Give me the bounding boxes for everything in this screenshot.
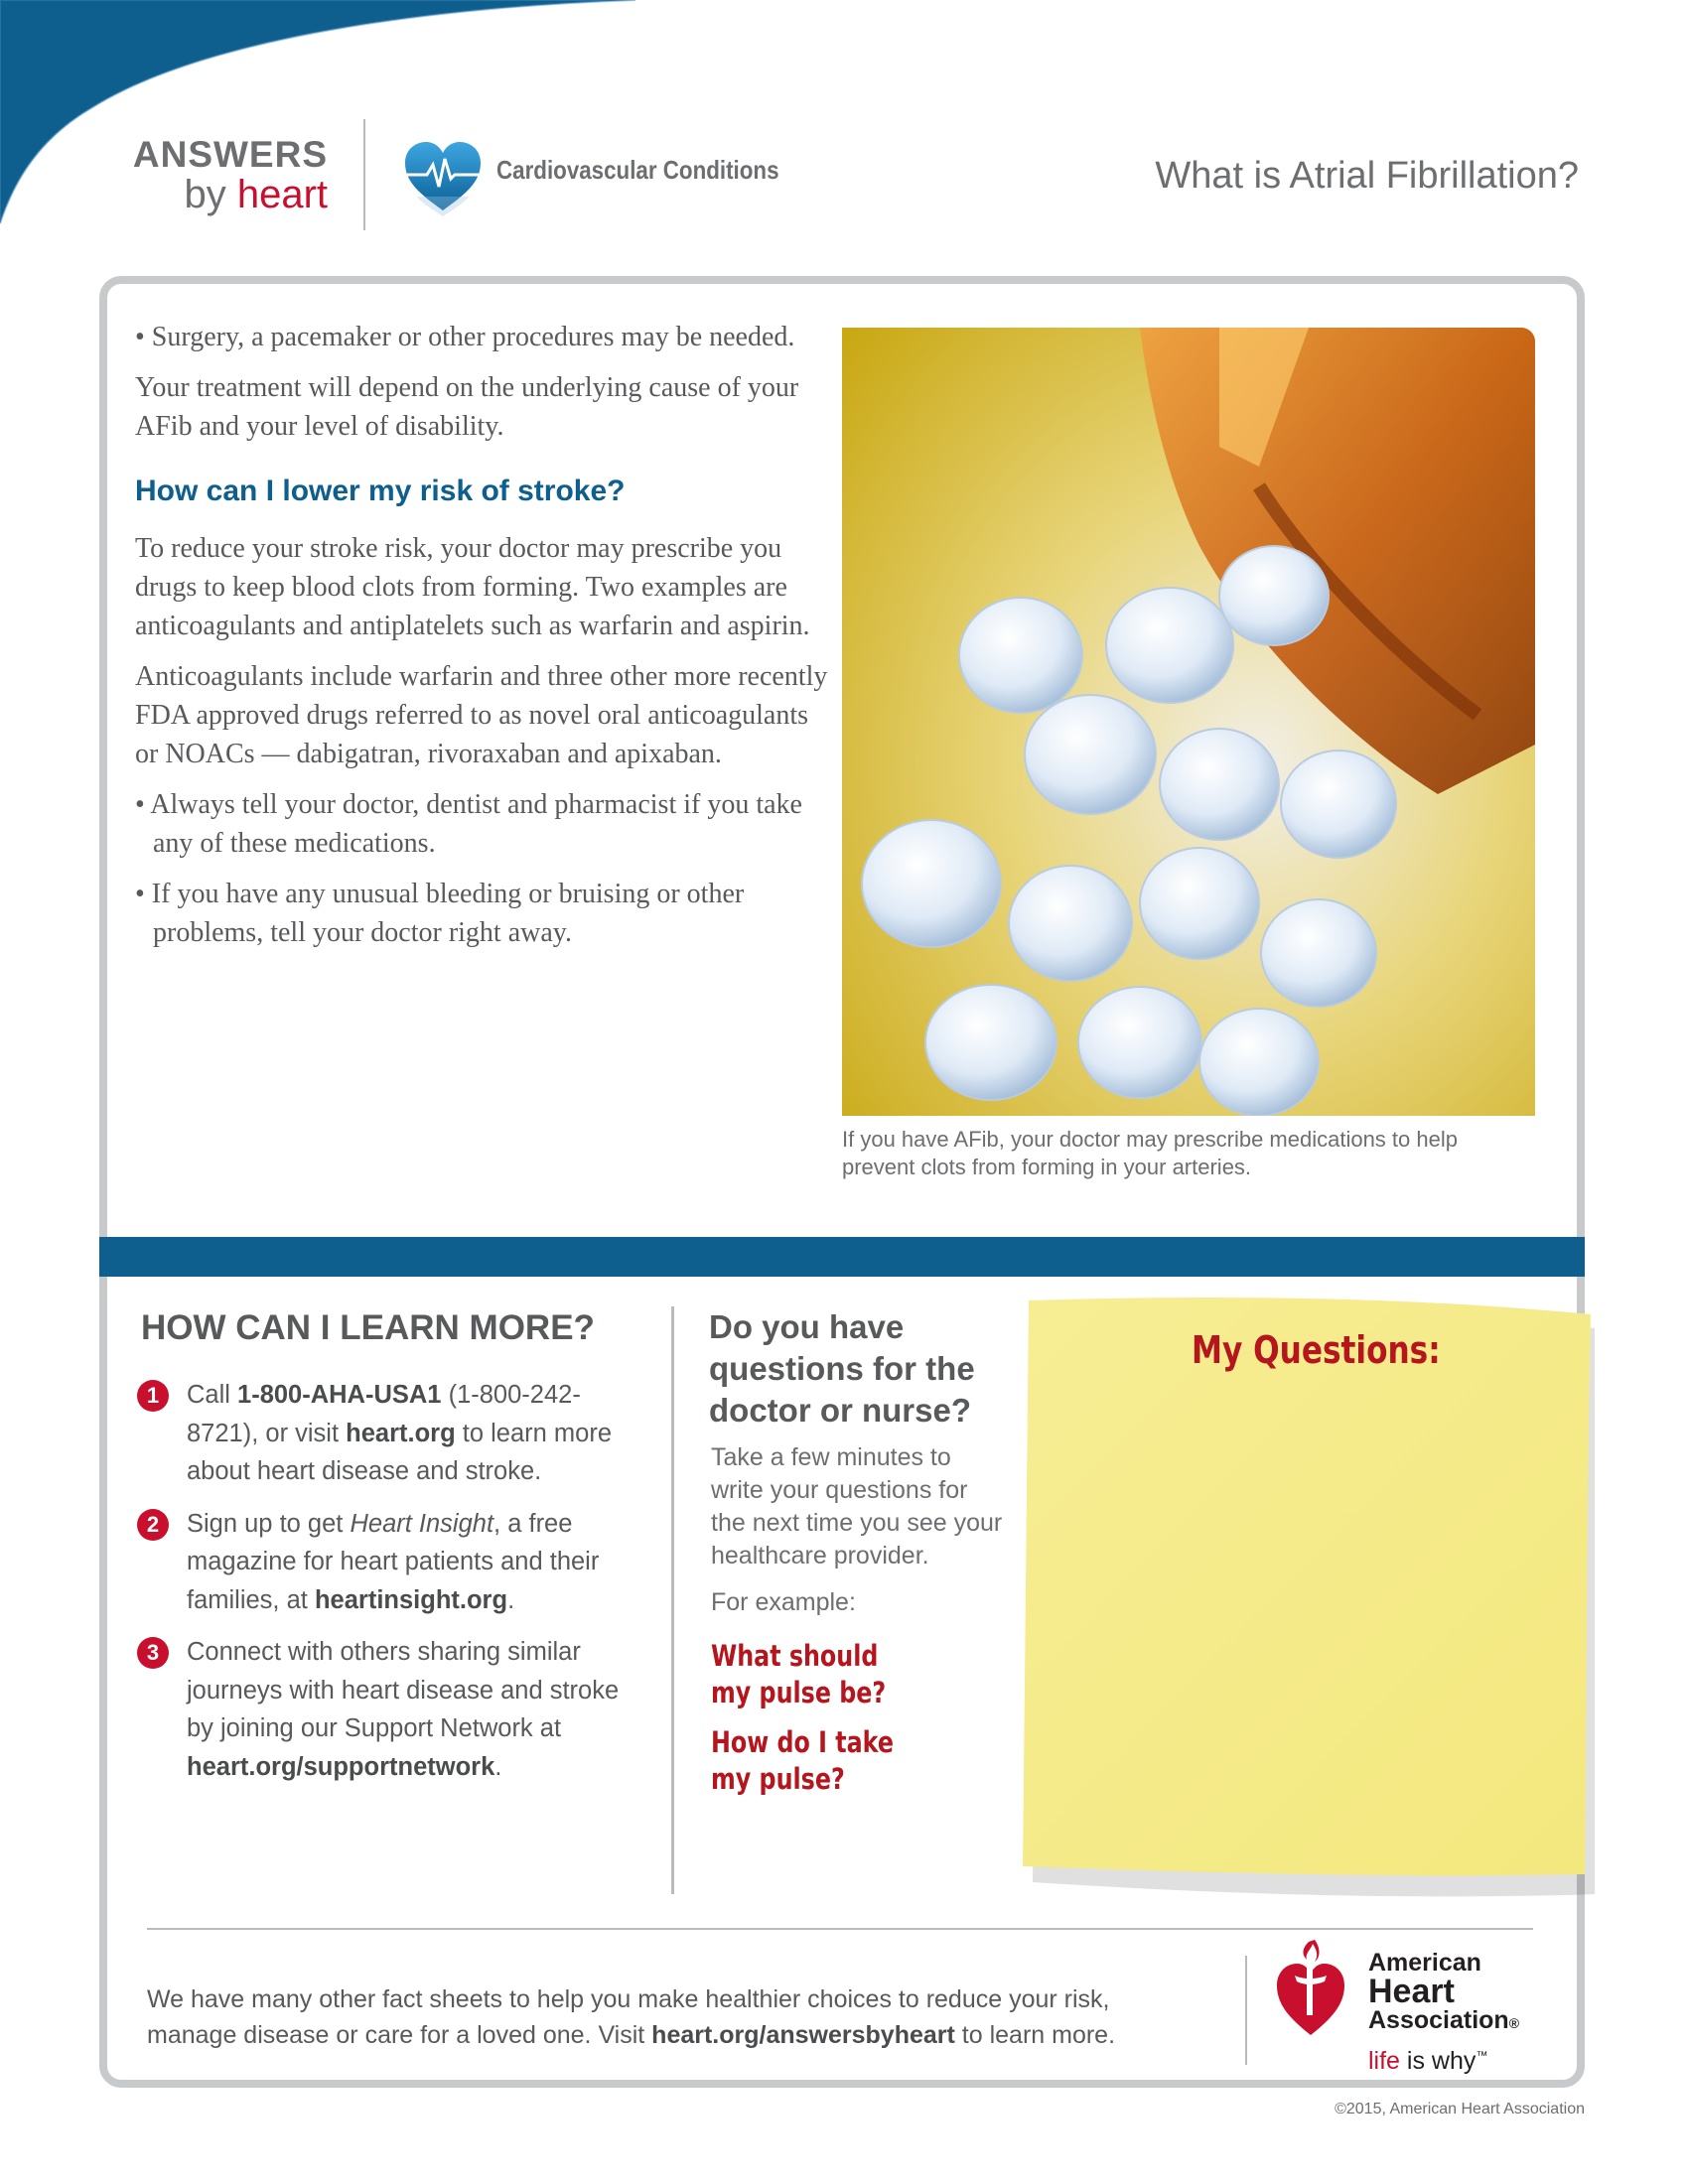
phone-number: 1-800-AHA-USA1: [237, 1381, 442, 1409]
aha-line-3: [1368, 2006, 1519, 2037]
aha-line-3-text: Association: [1368, 2006, 1509, 2034]
footer-divider: [1245, 1956, 1247, 2065]
category-label: Cardiovascular Conditions: [496, 155, 779, 185]
aha-line-2: Heart: [1368, 1973, 1455, 2010]
heart-org-link[interactable]: heart.org: [346, 1419, 456, 1447]
learn-more-item: [135, 1376, 651, 1491]
footer-text-part: We have many other fact sheets to help you make healthier choices to reduce your risk, manage disease or care for a loved one. Visit: [147, 1985, 1110, 2049]
doctor-questions-title: Do you have questions for the doctor or nurse?: [709, 1308, 975, 1429]
page-title: What is Atrial Fibrillation?: [1155, 155, 1579, 197]
item-text: Connect with others sharing similar journeys with heart disease and stroke by joining our Support Network at: [187, 1638, 620, 1742]
learn-more-item: [135, 1505, 651, 1620]
logo-answers-text: ANSWERS: [132, 134, 328, 175]
example-question-1: What should my pulse be?: [711, 1639, 887, 1709]
registered-mark: ®: [1508, 2015, 1520, 2031]
stroke-paragraph-2: Anticoagulants include warfarin and three other more recently FDA approved drugs referred to as novel oral anticoagulants or NOACs — dabigatran, rivoraxaban and apixaban.: [135, 661, 828, 769]
pill-bottle-photo: [842, 328, 1535, 1116]
item-text: to learn more about heart disease and stroke.: [187, 1419, 613, 1485]
treatment-paragraph: Your treatment will depend on the underlying cause of your AFib and your level of disability.: [135, 372, 799, 442]
item-text: .: [494, 1752, 502, 1781]
aha-wordmark: [1368, 1950, 1519, 2037]
item-text: Call: [187, 1381, 238, 1409]
photo-caption: If you have AFib, your doctor may prescribe medications to help prevent clots from forming in your arteries.: [842, 1127, 1458, 1179]
learn-more-title: HOW CAN I LEARN MORE?: [141, 1308, 595, 1347]
column-divider: [671, 1306, 674, 1894]
example-label: For example:: [711, 1588, 856, 1616]
article-column: [135, 318, 830, 964]
item-text: , a free magazine for heart patients and their families, at: [187, 1509, 600, 1614]
number-badge: 2: [137, 1509, 169, 1541]
logo-heart-text: heart: [236, 173, 328, 216]
bullet-tell-doctor: • Always tell your doctor, dentist and pharmacist if you take any of these medications.: [135, 789, 802, 859]
aha-torch-heart-icon: [1275, 1936, 1346, 2039]
doctor-questions-body: Take a few minutes to write your questions for the next time you see your healthcare provider.: [711, 1443, 1003, 1570]
number-badge: 1: [137, 1380, 169, 1412]
logo-by-heart: [97, 175, 328, 214]
answers-by-heart-link[interactable]: heart.org/answersbyheart: [651, 2021, 955, 2049]
number-badge: 3: [137, 1637, 169, 1669]
stroke-paragraph-1: To reduce your stroke risk, your doctor may prescribe you drugs to keep blood clots from forming. Two examples are anticoagulants and antiplatelets such as warfarin and aspirin.: [135, 533, 810, 641]
learn-more-list: [135, 1376, 651, 1800]
item-text: (1-800-242-8721), or visit: [187, 1381, 581, 1447]
bullet-bleeding: • If you have any unusual bleeding or bruising or other problems, tell your doctor right away.: [135, 879, 745, 948]
aha-line-1: American: [1368, 1949, 1481, 1977]
sticky-note-title: My Questions:: [1192, 1328, 1441, 1372]
support-network-link[interactable]: heart.org/supportnetwork: [187, 1752, 495, 1781]
logo-by-text: by: [184, 173, 226, 216]
heartinsight-link[interactable]: heartinsight.org: [314, 1585, 508, 1614]
footer-rule: [147, 1928, 1533, 1930]
stroke-risk-heading: How can I lower my risk of stroke?: [135, 475, 626, 507]
trademark-mark: ™: [1476, 2048, 1488, 2063]
magazine-name: Heart Insight: [350, 1509, 494, 1538]
footer-text-part: to learn more.: [954, 2021, 1116, 2049]
copyright: ©2015, American Heart Association: [1335, 2101, 1585, 2117]
item-text: Sign up to get: [187, 1509, 351, 1538]
bullet-surgery: • Surgery, a pacemaker or other procedures may be needed.: [135, 322, 795, 352]
example-question-2: How do I take my pulse?: [711, 1725, 894, 1796]
section-band: [99, 1237, 1585, 1277]
answers-by-heart-logo: [97, 135, 328, 214]
footer-text: [147, 1981, 1199, 2053]
tagline-rest: is why: [1399, 2047, 1477, 2075]
header-divider: [363, 119, 365, 230]
heart-pulse-icon: [401, 139, 485, 250]
tagline-life: life: [1368, 2047, 1400, 2075]
aha-tagline: [1368, 2047, 1487, 2076]
item-text: .: [507, 1585, 515, 1614]
learn-more-item: [135, 1633, 651, 1786]
sticky-note[interactable]: [1011, 1291, 1595, 1898]
